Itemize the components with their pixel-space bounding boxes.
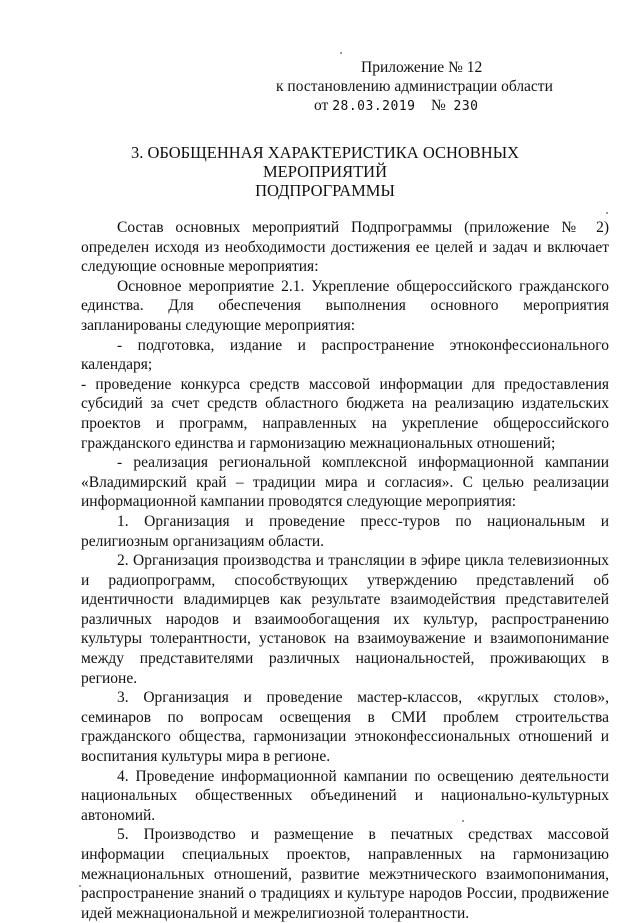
list-item: - подготовка, издание и распространение этноконфессионального календаря; <box>81 336 609 374</box>
numbered-item: 5. Производство и размещение в печатных средствах массовой информации специальных проектов, направленных на гармонизацию межнациональных отношений, развитие межэтнического взаимопонимания, распространение знаний о традициях и культуре народов России, продвижение идей межнациональной и межрелигиозной толерантности. <box>81 826 609 922</box>
scan-speck <box>79 885 81 887</box>
appendix-date-number <box>276 96 576 116</box>
section-heading-line-2: ПОДПРОГРАММЫ <box>255 181 395 200</box>
appendix-decree-reference: к постановлению администрации области <box>276 78 553 95</box>
document-body <box>81 218 609 923</box>
appendix-title: Приложение № 12 <box>361 59 483 76</box>
scan-speck <box>340 52 342 54</box>
decree-date: 28.03.2019 <box>332 99 416 114</box>
section-heading <box>80 143 570 200</box>
numbered-item: 3. Организация и проведение мастер-классов, «круглых столов», семинаров по вопросам освещения в СМИ проблем строительства гражданского общества, гармонизации этноконфессиональных отношений и воспитания культуры мира в регионе. <box>81 689 609 766</box>
paragraph: Основное мероприятие 2.1. Укрепление общероссийского гражданского единства. Для обеспечения выполнения основного мероприятия запланированы следующие мероприятия: <box>81 277 609 334</box>
numbered-item: 2. Организация производства и трансляции в эфире цикла телевизионных и радиопрограмм, способствующих утверждению представлений об идентичности владимирцев как результате взаимодействия представителей различных народов и взаимообогащения их культур, распространению культуры толерантности, установок на взаимоуважение и взаимопонимание между представителями различных национальностей, проживающих в регионе. <box>81 552 609 687</box>
date-prefix: от <box>314 97 329 114</box>
decree-number: 230 <box>453 99 479 114</box>
list-item: - реализация региональной комплексной информационной кампании «Владимирский край – традиции мира и согласия». С целью реализации информационной кампании проводятся следующие мероприятия: <box>81 454 609 511</box>
appendix-header <box>276 58 576 116</box>
section-heading-line-1: 3. ОБОБЩЕННАЯ ХАРАКТЕРИСТИКА ОСНОВНЫХ МЕРОПРИЯТИЙ <box>130 143 520 181</box>
list-item: - проведение конкурса средств массовой информации для предоставления субсидий за счет средств областного бюджета на реализацию издательских проектов и программ, направленных на укрепление общероссийского гражданского единства и гармонизацию межнациональных отношений; <box>81 375 609 452</box>
scan-speck <box>462 820 464 822</box>
number-prefix: № <box>430 97 446 114</box>
paragraph: Состав основных мероприятий Подпрограммы (приложение № 2) определен исходя из необходимости достижения ее целей и задач и включает следующие основные мероприятия: <box>81 219 609 276</box>
numbered-item: 4. Проведение информационной кампании по освещению деятельности национальных общественных объединений и национально-культурных автономий. <box>81 767 609 824</box>
scan-speck <box>606 212 608 214</box>
numbered-item: 1. Организация и проведение пресс-туров по национальным и религиозным организациям области. <box>81 512 609 550</box>
